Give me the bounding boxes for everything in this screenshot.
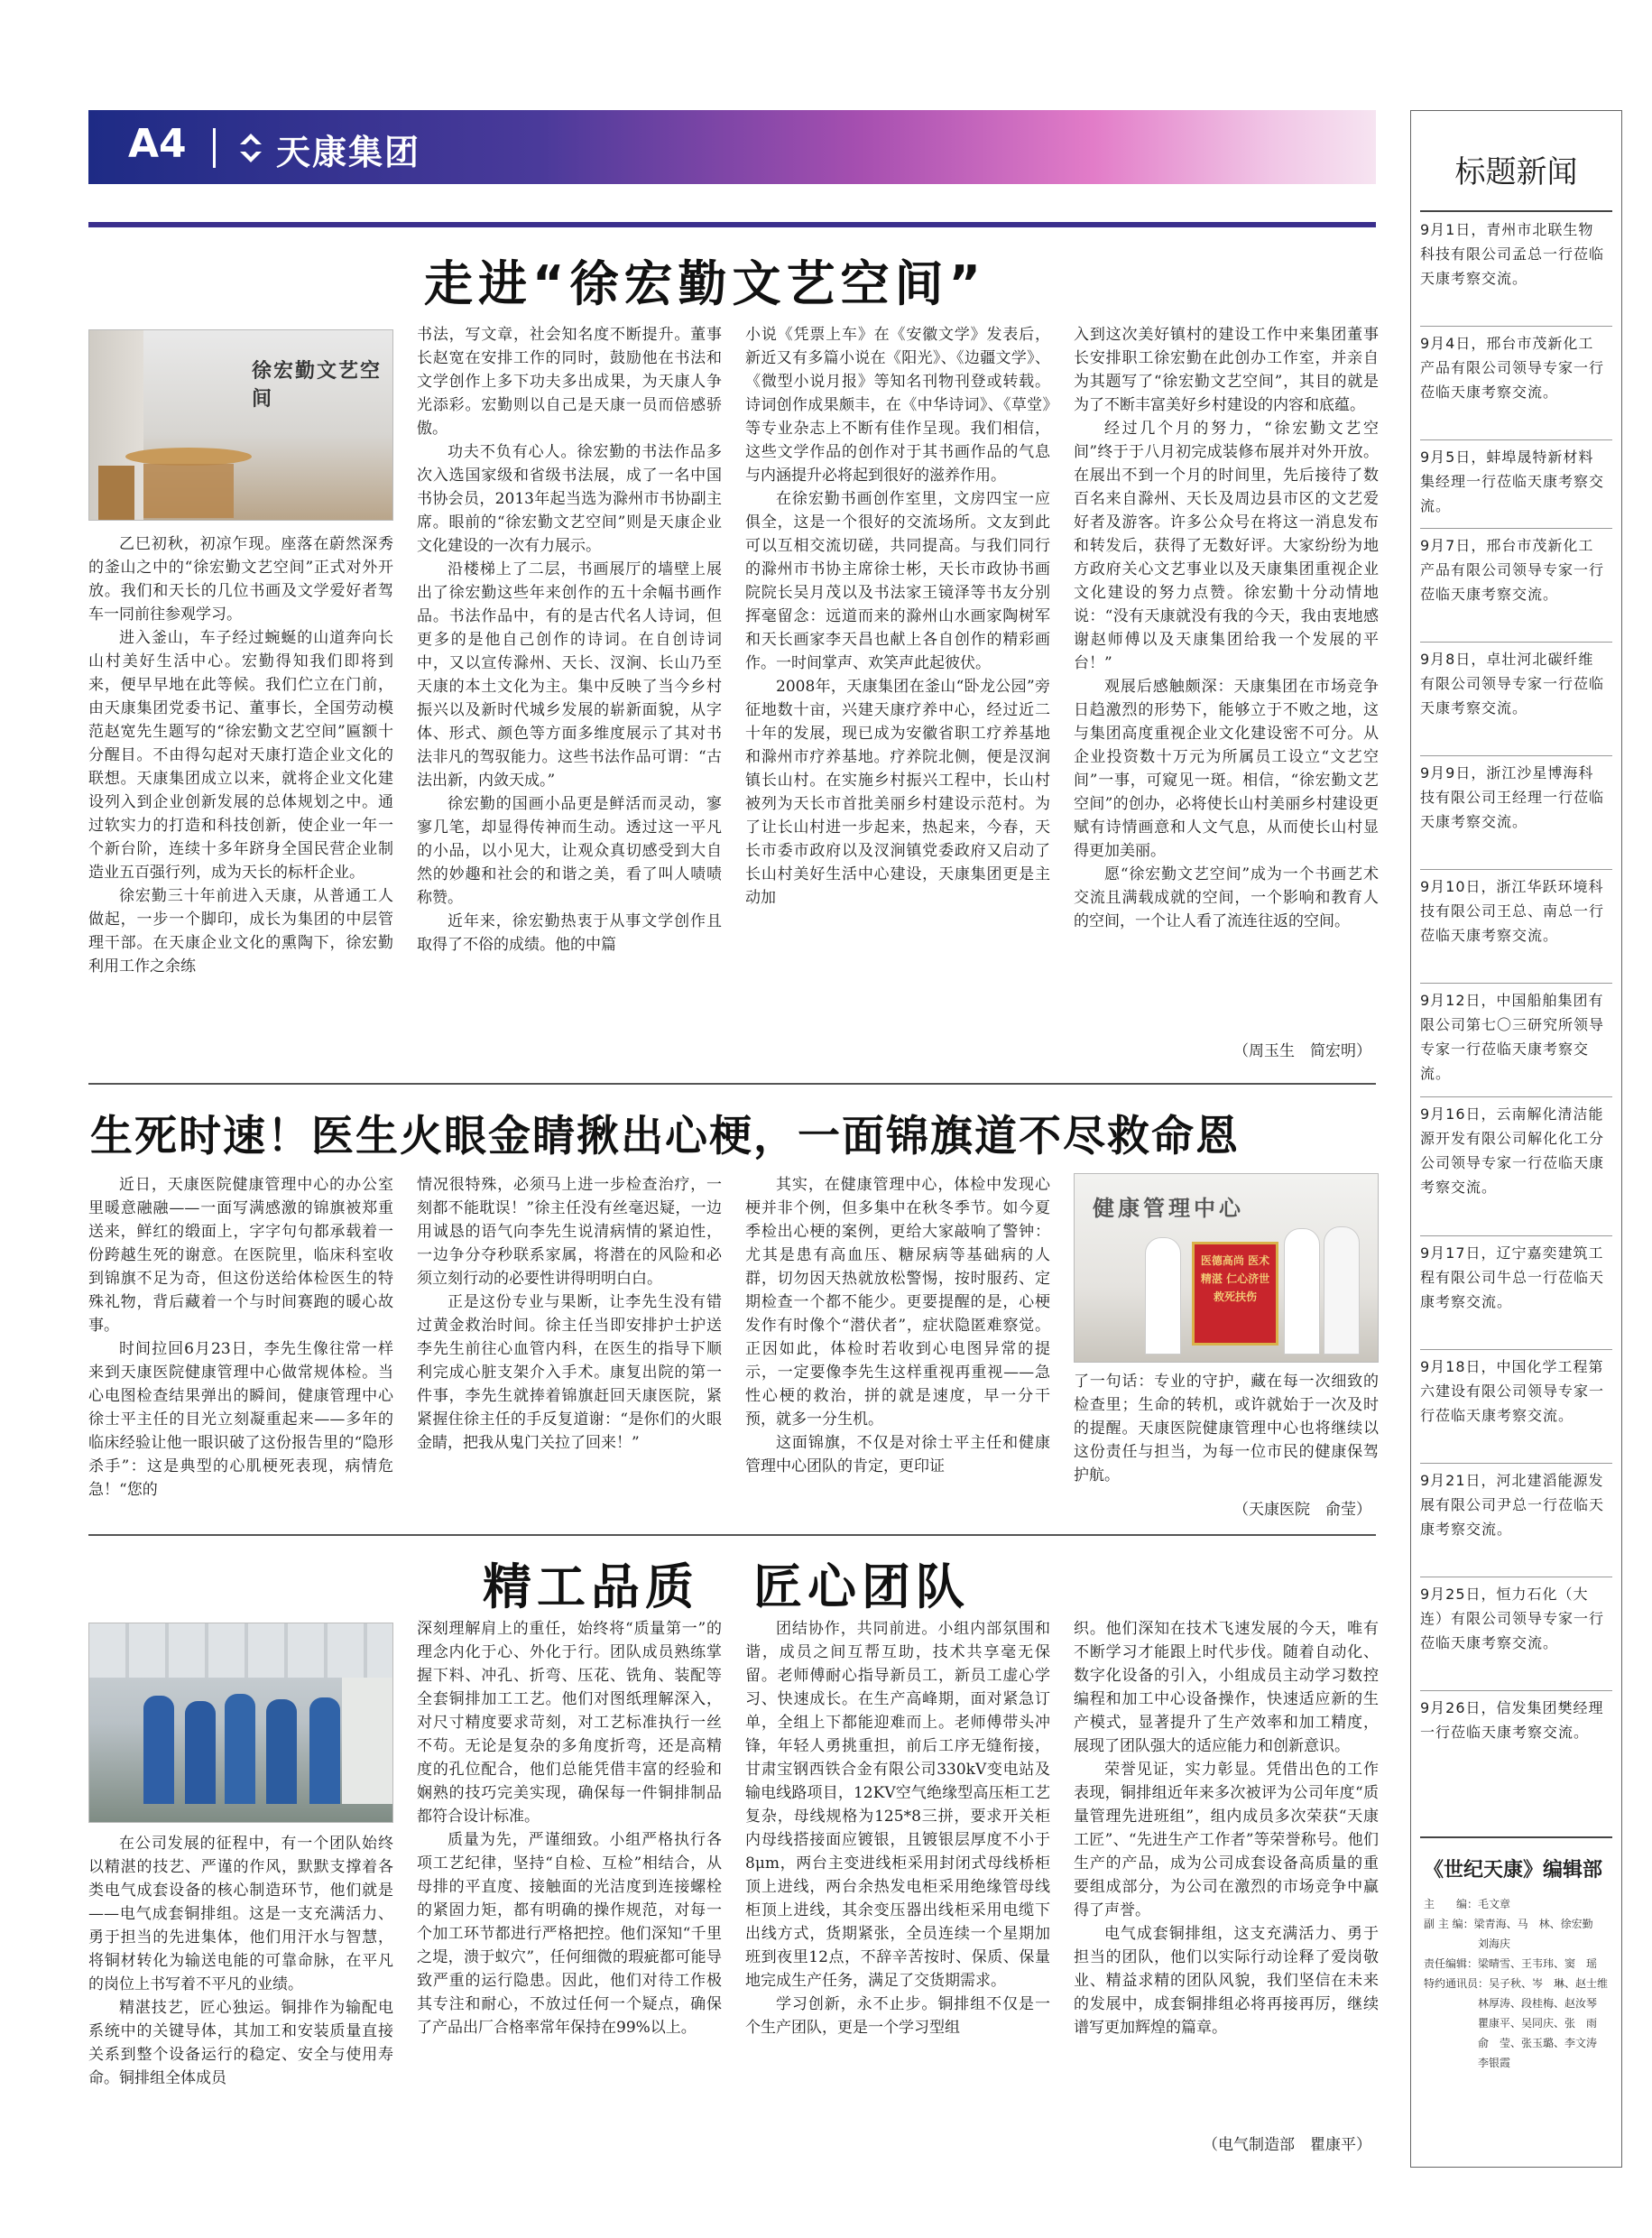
editorial-line: 林厚涛、段桂梅、赵汝琴 [1424, 1997, 1598, 2010]
news-divider [1420, 528, 1612, 529]
editorial-line: 主 编：毛文章 [1424, 1898, 1511, 1910]
tiankang-logo-icon [233, 130, 269, 166]
article1-column-1 [88, 532, 393, 1074]
news-item: 9月1日，青州市北联生物科技有限公司孟总一行莅临天康考察交流。 [1420, 221, 1605, 287]
editorial-line: 李银霞 [1424, 2057, 1511, 2069]
news-item: 9月16日，云南解化清洁能源开发有限公司解化化工分公司领导专家一行莅临天康考察交流。 [1420, 1105, 1605, 1196]
paragraph: 沿楼梯上了二层，书画展厅的墙壁上展出了徐宏勤这些年来创作的五十余幅书画作品。书法作品中，有的是古代名人诗词，但更多的是他自己创作的诗词。在自创诗词中，又以宣传滁州、天长、汊涧、长山乃至天康的本土文化为主。集中反映了当今乡村振兴以及新时代城乡发展的崭新面貌，从字体、形式、颜色等方面多维度展示了其对书法非凡的驾驭能力。这些书法作品可谓：“古法出新，内敛天成。” [417, 560, 722, 790]
paragraph: 学习创新，永不止步。铜排组不仅是一个生产团队，更是一个学习型组 [745, 1995, 1050, 2037]
article3-byline: （电气制造部 瞿康平） [1203, 2136, 1371, 2154]
paragraph: 入到这次美好镇村的建设工作中来集团董事长安排职工徐宏勤在此创办工作室，并亲自为其题写了“徐宏勤文艺空间”，其目的就是为了不断丰富美好乡村建设的内容和底蕴。 [1074, 326, 1379, 414]
sidebar-title: 标题新闻 [1454, 154, 1578, 190]
news-divider [1420, 1690, 1612, 1691]
article-divider [88, 1083, 1376, 1085]
news-divider [1420, 642, 1612, 643]
article2-title: 生死时速！医生火眼金睛揪出心梗，一面锦旗道不尽救命恩 [90, 1112, 1240, 1161]
header-rule [88, 222, 1376, 227]
article1-column-2 [417, 323, 722, 1074]
paragraph: 荣誉见证，实力彰显。凭借出色的工作表现，铜排组近年来多次被评为公司年度“质量管理先进班组”，组内成员多次荣获“天康工匠”、“先进生产工作者”等荣誉称号。他们生产的产品，成为公司成套设备高质量的重要组成部分，为公司在激烈的市场竞争中赢得了声誉。 [1074, 1761, 1379, 1919]
article1-byline: （周玉生 简宏明） [1233, 1042, 1371, 1060]
paragraph: 经过几个月的努力，“徐宏勤文艺空间”终于于八月初完成装修布展并对外开放。在展出不到一个月的时间里，先后接待了数百名来自滁州、天长及周边县市区的文艺爱好者及游客。许多公众号在将这一消息发布和转发后，获得了无数好评。大家纷纷为地方政府关心文艺事业以及天康集团重视企业文化建设的努力点赞。徐宏勤十分动情地说：“没有天康就没有我的今天，我由衷地感谢赵师傅以及天康集团给我一个发展的平台！” [1074, 420, 1379, 672]
paragraph: 乙巳初秋，初凉乍现。座落在蔚然深秀的釜山之中的“徐宏勤文艺空间”正式对外开放。我们和天长的几位书画及文学爱好者驾车一同前往参观学习。 [88, 535, 393, 624]
news-item: 9月12日，中国船舶集团有限公司第七〇三研究所领导专家一行莅临天康考察交流。 [1420, 992, 1605, 1082]
news-divider [1420, 326, 1612, 327]
news-item: 9月26日，信发集团樊经理一行莅临天康考察交流。 [1420, 1699, 1604, 1741]
article2-column-4 [1074, 1370, 1379, 1496]
paragraph: 质量为先，严谨细致。小组严格执行各项工艺纪律，坚持“自检、互检”相结合，从母排的平直度、接触面的光洁度到连接螺栓的紧固力矩，都有明确的操作规范，对每一个加工环节都进行严格把控。他们深知“千里之堤，溃于蚁穴”，任何细微的瑕疵都可能导致严重的运行隐患。因此，他们对待工作极其专注和耐心，不放过任何一个疑点，确保了产品出厂合格率常年保持在99%以上。 [417, 1831, 722, 2037]
article3-column-3 [745, 1617, 1050, 2157]
news-divider [1420, 755, 1612, 756]
headline-news-sidebar [1410, 110, 1622, 2168]
news-divider [1420, 869, 1612, 870]
sidebar-rule [1420, 210, 1612, 212]
article2-column-2 [417, 1173, 722, 1525]
paragraph: 进入釜山，车子经过蜿蜒的山道奔向长山村美好生活中心。宏勤得知我们即将到来，便早早地在此等候。我们伫立在门前，由天康集团党委书记、董事长，全国劳动模范赵宽先生题写的“徐宏勤文艺空间”匾额十分醒目。不由得勾起对天康打造企业文化的联想。天康集团成立以来，就将企业文化建设列入到企业创新发展的总体规划之中。通过软实力的打造和科技创新，使企业一年一个新台阶，连续十多年跻身全国民营企业制造业五百强行列，成为天长的标杆企业。 [88, 629, 393, 882]
paragraph: 小说《凭票上车》在《安徽文学》发表后，新近又有多篇小说在《阳光》、《边疆文学》、《微型小说月报》等知名刊物刊登或转载。诗词创作成果颇丰，在《中华诗词》、《草堂》等专业杂志上不断有佳作呈现。我们相信，这些文学作品的创作对于其书画作品的气息与内涵提升必将起到很好的滋养作用。 [745, 326, 1050, 485]
news-divider [1420, 1463, 1612, 1464]
paragraph: 这面锦旗，不仅是对徐士平主任和健康管理中心团队的肯定，更印证 [745, 1434, 1050, 1475]
news-item: 9月18日，中国化学工程第六建设有限公司领导专家一行莅临天康考察交流。 [1420, 1358, 1605, 1424]
brand-name: 天康集团 [276, 133, 421, 172]
article1-column-4 [1074, 323, 1379, 1036]
paragraph: 书法，写文章，社会知名度不断提升。董事长赵宽在安排工作的同时，鼓励他在书法和文学创作上多下功夫多出成果，为天康人争光添彩。宏勤则以自己是天康一员而倍感骄傲。 [417, 326, 722, 438]
article1-photo-sign: 徐宏勤文艺空间 [252, 359, 383, 411]
editorial-rule [1420, 1836, 1612, 1838]
news-item: 9月8日，卓壮河北碳纤维有限公司领导专家一行莅临天康考察交流。 [1420, 651, 1605, 717]
paragraph: 徐宏勤三十年前进入天康，从普通工人做起，一步一个脚印，成长为集团的中层管理干部。在天康企业文化的熏陶下，徐宏勤利用工作之余练 [88, 887, 393, 976]
silk-banner: 医德高尚 医术精湛 仁心济世 救死扶伤 [1192, 1242, 1278, 1346]
news-divider [1420, 439, 1612, 440]
paragraph: 了一句话：专业的守护，藏在每一次细致的检查里；生命的转机，或许就始于一次及时的提醒。天康医院健康管理中心也将继续以这份责任与担当，为每一位市民的健康保驾护航。 [1074, 1373, 1379, 1484]
header-divider [213, 128, 216, 168]
paragraph: 2008年，天康集团在釜山“卧龙公园”旁征地数十亩，兴建天康疗养中心，经过近二十年的发展，现已成为安徽省职工疗养基地和滁州市疗养基地。疗养院北侧，便是汊涧镇长山村。在实施乡村振兴工程中，长山村被列为天长市首批美丽乡村建设示范村。为了让长山村进一步起来，热起来，今春，天长市委市政府以及汊涧镇党委政府又启动了长山村美好生活中心建设，天康集团更是主动加 [745, 678, 1050, 907]
editorial-line: 责任编辑：梁晴雪、王韦玮、窦 瑶 [1424, 1957, 1598, 1970]
news-divider [1420, 1349, 1612, 1350]
news-item: 9月17日，辽宁嘉奕建筑工程有限公司牛总一行莅临天康考察交流。 [1420, 1244, 1605, 1310]
news-item: 9月10日，浙江华跃环境科技有限公司王总、南总一行莅临天康考察交流。 [1420, 878, 1605, 944]
article3-column-1 [88, 1832, 393, 2157]
editorial-line: 俞 莹、张玉璐、李文涛 [1424, 2037, 1598, 2049]
editorial-line: 特约通讯员：吴子秋、岑 琳、赵士维 [1424, 1977, 1609, 1990]
paragraph: 徐宏勤的国画小品更是鲜活而灵动，寥寥几笔，却显得传神而生动。透过这一平凡的小品，以小见大，让观众真切感受到大自然的妙趣和社会的和谐之美，看了叫人啧啧称赞。 [417, 795, 722, 907]
paragraph: 在公司发展的征程中，有一个团队始终以精湛的技艺、严谨的作风，默默支撑着各类电气成套设备的核心制造环节，他们就是——电气成套铜排组。这是一支充满活力、勇于担当的先进集体，他们用汗水与智慧，将铜材转化为输送电能的可靠命脉，在平凡的岗位上书写着不平凡的业绩。 [88, 1835, 393, 1993]
paragraph: 在徐宏勤书画创作室里，文房四宝一应俱全，这是一个很好的交流场所。文友到此可以互相交流切磋，共同提高。与我们同行的滁州市书协主席徐士彬，天长市政协书画院院长吴月茂以及书法家王镜泽等书友分别挥毫留念：远道而来的滁州山水画家陶树军和天长画家李天昌也献上各自创作的精彩画作。一时间掌声、欢笑声此起彼伏。 [745, 490, 1050, 672]
article2-photo-sign: 健康管理中心 [1093, 1196, 1244, 1221]
news-item: 9月5日，蚌埠晟特新材料集经理一行莅临天康考察交流。 [1420, 449, 1605, 514]
news-divider [1420, 1235, 1612, 1236]
article2-byline: （天康医院 俞莹） [1233, 1501, 1371, 1519]
paragraph: 时间拉回6月23日，李先生像往常一样来到天康医院健康管理中心做常规体检。当心电图检查结果弹出的瞬间，健康管理中心徐士平主任的目光立刻凝重起来——多年的临床经验让他一眼识破了这份报告里的“隐形杀手”：这是典型的心肌梗死表现，病情危急！“您的 [88, 1340, 393, 1499]
paragraph: 团结协作，共同前进。小组内部氛围和谐，成员之间互帮互助，技术共享毫无保留。老师傅耐心指导新员工，新员工虚心学习、快速成长。在生产高峰期，面对紧急订单，全组上下都能迎难而上。老师傅带头冲锋，年轻人勇挑重担，前后工序无缝衔接，甘肃宝钢西铁合金有限公司330kV变电站及输电线路项目，12KV空气绝缘型高压柜工艺复杂，母线规格为125*8三拼，要求开关柜内母线搭接面应镀银，且镀银层厚度不小于8μm，两台主变进线柜采用封闭式母线桥柜顶上进线，两台余热发电柜采用绝缘管母线柜顶上进线，其余变压器出线柜采用电缆下出线方式，货期紧张，全员连续一个星期加班到夜里12点，不辞辛苦按时、保质、保量地完成生产任务，满足了交货期需求。 [745, 1620, 1050, 1990]
editorial-line: 副 主 编：梁青海、马 林、徐宏勤 [1424, 1918, 1593, 1930]
article2-column-3 [745, 1173, 1050, 1525]
paragraph: 精湛技艺，匠心独运。铜排作为输配电系统中的关键导体，其加工和安装质量直接关系到整个设备运行的稳定、安全与使用寿命。铜排组全体成员 [88, 1999, 393, 2087]
news-item: 9月4日，邢台市茂新化工产品有限公司领导专家一行莅临天康考察交流。 [1420, 335, 1605, 401]
news-item: 9月21日，河北建滔能源发展有限公司尹总一行莅临天康考察交流。 [1420, 1472, 1605, 1538]
paragraph: 其实，在健康管理中心，体检中发现心梗并非个例，但多集中在秋冬季节。如今夏季检出心梗的案例，更给大家敲响了警钟：尤其是患有高血压、糖尿病等基础病的人群，切勿因天热就放松警惕，按时服药、定期检查一个都不能少。更要提醒的是，心梗发作有时像个“潜伏者”，症状隐匿难察觉。正因如此，体检时若收到心电图异常的提示，一定要像李先生这样重视再重视——急性心梗的救治，拼的就是速度，早一分干预，就多一分生机。 [745, 1176, 1050, 1429]
news-item: 9月7日，邢台市茂新化工产品有限公司领导专家一行莅临天康考察交流。 [1420, 537, 1605, 603]
article1-column-3 [745, 323, 1050, 1074]
news-item: 9月25日，恒力石化（大连）有限公司领导专家一行莅临天康考察交流。 [1420, 1586, 1605, 1651]
editorial-line: 瞿康平、吴同庆、张 雨 [1424, 2017, 1598, 2030]
paragraph: 情况很特殊，必须马上进一步检查治疗，一刻都不能耽误！”徐主任没有丝毫迟疑，一边用诚恳的语气向李先生说清病情的紧迫性，一边争分夺秒联系家属，将潜在的风险和必须立刻行动的必要性讲得明明白白。 [417, 1176, 722, 1288]
article3-column-2 [417, 1617, 722, 2157]
paragraph: 电气成套铜排组，这支充满活力、勇于担当的团队，他们以实际行动诠释了爱岗敬业、精益求精的团队风貌，我们坚信在未来的发展中，成套铜排组必将再接再厉，继续谱写更加辉煌的篇章。 [1074, 1925, 1379, 2037]
editorial-staff [1424, 1894, 1613, 2073]
article1-title: 走进“徐宏勤文艺空间” [424, 255, 986, 312]
article2-column-1 [88, 1173, 393, 1525]
news-item: 9月9日，浙江沙星博海科技有限公司王经理一行莅临天康考察交流。 [1420, 764, 1605, 830]
article2-photo [1074, 1173, 1379, 1363]
paragraph: 正是这份专业与果断，让李先生没有错过黄金救治时间。徐主任当即安排护士护送李先生前往心血管内科，在医生的指导下顺利完成心脏支架介入手术。康复出院的第一件事，李先生就捧着锦旗赶回天康医院，紧紧握住徐主任的手反复道谢：“是你们的火眼金睛，把我从鬼门关拉了回来！” [417, 1293, 722, 1452]
article3-team-photo [88, 1623, 393, 1823]
paragraph: 观展后感触颇深：天康集团在市场竞争日趋激烈的形势下，能够立于不败之地，这与集团高度重视企业文化建设密不可分。从企业投资数十万元为所属员工设立“文艺空间”一事，可窥见一斑。相信，“徐宏勤文艺空间”的创办，必将使长山村美丽乡村建设更赋有诗情画意和人文气息，从而使长山村显得更加美丽。 [1074, 678, 1379, 860]
paragraph: 功夫不负有心人。徐宏勤的书法作品多次入选国家级和省级书法展，成了一名中国书协会员，2013年起当选为滁州市书协副主席。眼前的“徐宏勤文艺空间”则是天康企业文化建设的一次有力展示。 [417, 443, 722, 555]
news-divider [1420, 1096, 1612, 1097]
paragraph: 深刻理解肩上的重任，始终将“质量第一”的理念内化于心、外化于行。团队成员熟练掌握下料、冲孔、折弯、压花、铣角、装配等全套铜排加工工艺。他们对图纸理解深入，对尺寸精度要求苛刻，对工艺标准执行一丝不苟。无论是复杂的多角度折弯，还是高精度的孔位配合，他们总能凭借丰富的经验和娴熟的技巧完美实现，确保每一件铜排制品都符合设计标准。 [417, 1620, 722, 1826]
article3-column-4 [1074, 1617, 1379, 2132]
article3-title: 精工品质 匠心团队 [483, 1558, 970, 1615]
paragraph: 近日，天康医院健康管理中心的办公室里暖意融融——一面写满感激的锦旗被郑重送来，鲜红的缎面上，字字句句都承载着一份跨越生死的谢意。在医院里，临床科室收到锦旗不足为奇，但这份送给体检医生的特殊礼物，背后藏着一个与时间赛跑的暖心故事。 [88, 1176, 393, 1335]
editorial-title: 《世纪天康》编辑部 [1424, 1859, 1603, 1882]
article-divider [88, 1534, 1376, 1536]
article1-photo [88, 329, 393, 521]
page-header-banner [88, 110, 1376, 184]
editorial-line: 刘海庆 [1424, 1937, 1511, 1950]
paragraph: 织。他们深知在技术飞速发展的今天，唯有不断学习才能跟上时代步伐。随着自动化、数字化设备的引入，小组成员主动学习数控编程和加工中心设备操作，快速适应新的生产模式，显著提升了生产效率和加工精度，展现了团队强大的适应能力和创新意识。 [1074, 1620, 1379, 1755]
paragraph: 愿“徐宏勤文艺空间”成为一个书画艺术交流且满载成就的空间，一个影响和教育人的空间，一个让人看了流连往返的空间。 [1074, 865, 1379, 930]
paragraph: 近年来，徐宏勤热衷于从事文学创作且取得了不俗的成绩。他的中篇 [417, 912, 722, 954]
page-number: A4 [128, 121, 187, 167]
news-divider [1420, 983, 1612, 984]
